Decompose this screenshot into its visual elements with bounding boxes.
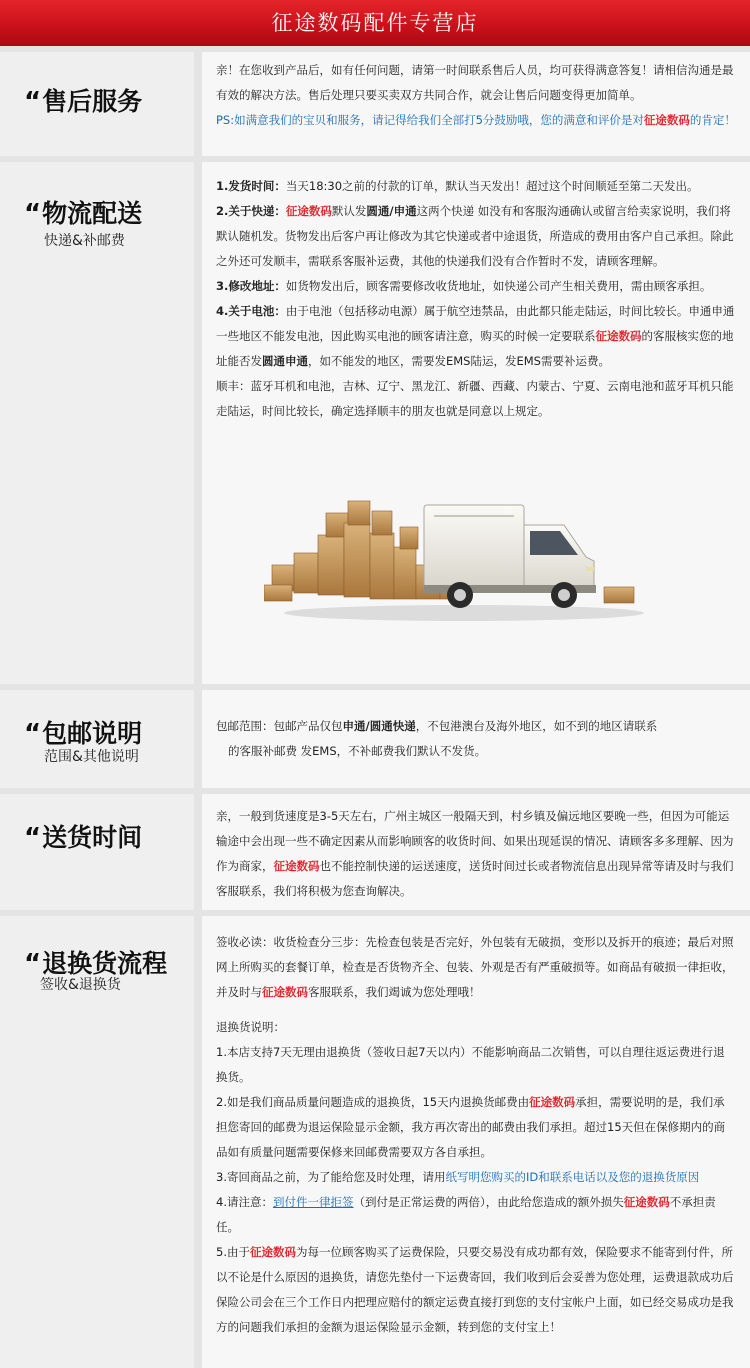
delivery-title: “送货时间 (24, 823, 143, 853)
logistics-item-1: 1.发货时间：当天18:30之前的付款的订单，默认当天发出！超过这个时间顺延至第二天发出。 (216, 179, 699, 193)
free-shipping-text: 包邮范围：包邮产品仅包申通/圆通快递，不包港澳台及海外地区，如不到的地区请联系 (216, 719, 658, 733)
returns-rule-1: 1.本店支持7天无理由退换货（签收日起7天以内）不能影响商品二次销售，可以自理往返运费进行退换货。 (216, 1045, 725, 1084)
after-sales-title-panel (0, 52, 194, 156)
returns-rule-3: 3.寄回商品之前，为了能给您及时处理，请用纸写明您购买的ID和联系电话以及您的退换货原因 (216, 1170, 700, 1184)
returns-title: “退换货流程 (24, 949, 168, 979)
free-shipping-text-2: 的客服补邮费 发EMS，不补邮费我们默认不发货。 (228, 744, 487, 758)
returns-content (202, 916, 750, 1368)
logistics-subtitle: 快递&补邮费 (44, 233, 125, 249)
after-sales-text: 亲！在您收到产品后，如有任何问题，请第一时间联系售后人员，均可获得满意答复！请相信沟通是最有效的解决方法。售后处理只要买卖双方共同合作，就会让售后问题变得更加简单。 (216, 63, 734, 102)
after-sales-ps: PS:如满意我们的宝贝和服务，请记得给我们全部打5分鼓励哦，您的满意和评价是对征途数码的肯定！ (216, 113, 736, 127)
returns-rule-4: 4.请注意：到付件一律拒签（到付是正常运费的两倍），由此给您造成的额外损失征途数码不承担责任。 (216, 1195, 716, 1234)
logistics-title: “物流配送 (24, 199, 143, 229)
after-sales-content (202, 52, 750, 156)
returns-title-panel (0, 916, 194, 1368)
delivery-text: 亲，一般到货速度是3-5天左右，广州主城区一般隔天到，村乡镇及偏远地区要晚一些，但因为可能运输途中会出现一些不确定因素从而影响顾客的收货时间、如果出现延误的情况、请顾客多多理解、因为作为商家，征途数码也不能控制快递的运送速度，送货时间过长或者物流信息出现异常等请及时与我们客服联系，我们将积极为您查询解决。 (216, 809, 734, 898)
after-sales-title: “售后服务 (24, 87, 143, 117)
delivery-content (202, 794, 750, 910)
free-shipping-subtitle: 范围&其他说明 (44, 749, 139, 765)
store-title: 征途数码配件专营店 (271, 11, 479, 35)
logistics-content (202, 162, 750, 684)
free-shipping-title-panel (0, 690, 194, 788)
returns-heading: 退换货说明： (216, 1020, 285, 1034)
returns-rule-5: 5.由于征途数码为每一位顾客购买了运费保险，只要交易没有成功都有效，保险要求不能寄到付件，所以不论是什么原因的退换货，请您先垫付一下运费寄回，我们收到后会妥善为您处理，运费退款成功后保险公司会在三个工作日内把理应赔付的额定运费直接打到您的支付宝帐户上面，如已经交易成功是我方的问题我们承担的金额为退运保险显示金额，转到您的支付宝上！ (216, 1245, 734, 1334)
returns-sign-notice: 签收必读：收货检查分三步：先检查包装是否完好，外包装有无破损，变形以及拆开的痕迹；最后对照网上所购买的套餐订单，检查是否货物齐全、包装、外观是否有严重破损等。如商品有破损一律拒收，并及时与征途数码客服联系，我们竭诚为您处理哦！ (216, 935, 734, 999)
delivery-title-panel (0, 794, 194, 910)
logistics-item-3: 3.修改地址：如货物发出后，顾客需要修改收货地址，如快递公司产生相关费用，需由顾客承担。 (216, 279, 712, 293)
logistics-item-2: 2.关于快递：征途数码默认发圆通/申通这两个快递 如没有和客服沟通确认或留言给卖家说明，我们将默认随机发。货物发出后客户再让修改为其它快递或者中途退货，所造成的费用由客户自己承担。除此之外还可发顺丰，需联系客服补运费，其他的快递我们没有合作暂时不发，请顾客理解。 (216, 204, 734, 268)
logistics-title-panel (0, 162, 194, 684)
returns-rule-2: 2.如是我们商品质量问题造成的退换货，15天内退换货邮费由征途数码承担，需要说明的是，我们承担您寄回的邮费为退运保险显示金额，我方再次寄出的邮费由我们承担。超过15天但在保修期内的商品如有质量问题需要保修来回邮费需要双方各自承担。 (216, 1095, 726, 1159)
free-shipping-title: “包邮说明 (24, 719, 143, 749)
free-shipping-content (202, 690, 750, 788)
logistics-item-4: 4.关于电池：由于电池（包括移动电源）属于航空违禁品，由此都只能走陆运，时间比较长。申通申通一些地区不能发电池，因此购买电池的顾客请注意，购买的时候一定要联系征途数码的客服核实您的地址能否发圆通申通，如不能发的地区，需要发EMS陆运，发EMS需要补运费。 (216, 304, 735, 368)
returns-subtitle: 签收&退换货 (40, 977, 121, 993)
delivery-truck-illustration (264, 495, 644, 625)
store-header (0, 0, 750, 46)
logistics-item-5: 顺丰：蓝牙耳机和电池，吉林、辽宁、黑龙江、新疆、西藏、内蒙古、宁夏、云南电池和蓝牙耳机只能走陆运，时间比较长，确定选择顺丰的朋友也就是同意以上规定。 (216, 379, 734, 418)
